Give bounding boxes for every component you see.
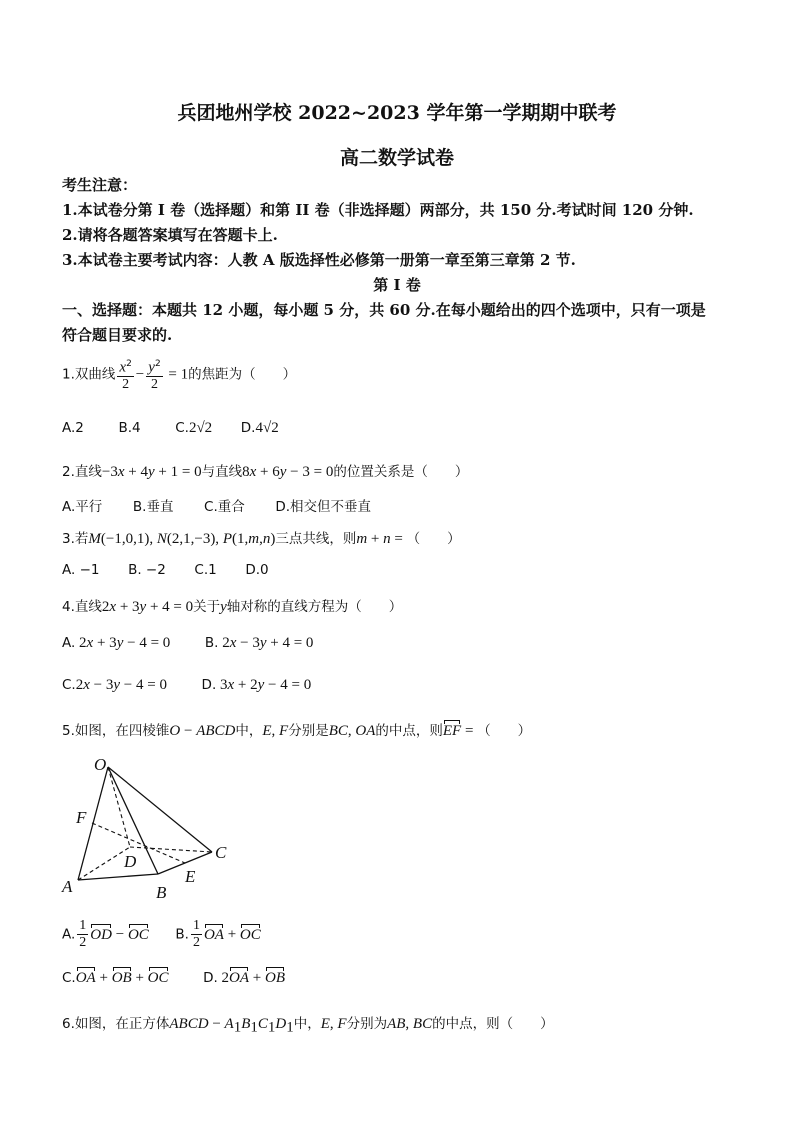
q6-suffix: 的中点，则（ ） [432,1016,554,1032]
question-1: 1.双曲线 $\frac{x^2}{2}$ − $\frac{y^2}{2}$ = 1的焦距为（ ） [62,356,296,393]
notice-heading: 考生注意： [62,176,138,194]
question-4: 4.直线2x + 3y + 4 = 0关于y轴对称的直线方程为（ ） [62,599,403,615]
q5-mid2: 分别是 [288,723,329,739]
q5-options-row1: A. $\frac{1}{2}$ OD − OC B. $\frac{1}{2}$ OA + OC [62,918,261,950]
q2-option-b: B.垂直 [132,499,174,515]
q1-option-b: B.4 [118,420,141,436]
q4-prefix: 4.直线 [62,599,102,615]
q5-mid: 中， [235,723,263,739]
q6-prefix: 6.如图，在正方体 [62,1016,170,1032]
notice-item-1: 1.本试卷分第 I 卷（选择题）和第 II 卷（非选择题）两部分，共 150 分.考试时间 120 分钟. [62,201,694,219]
label-d: D [124,852,137,871]
q5-option-b: B. [175,926,189,943]
label-a: A [62,877,73,896]
q2-suffix: 的位置关系是（ ） [333,464,469,480]
q1-frac-x: $\frac{x^2}{2}$ [117,356,133,393]
q5-options-row2: C.OA + OB + OC D. 2OA + OB [62,970,285,986]
q5-option-a: A. [62,926,76,943]
q6-mid2: 分别为 [346,1016,388,1032]
q2-prefix: 2.直线 [62,464,102,480]
q5-mid3: 的中点，则 [375,723,443,739]
q6-mid: 中， [293,1016,321,1032]
q2-options [62,495,371,515]
notice-item-2: 2.请将各题答案填写在答题卡上. [62,226,278,244]
q3-options [62,562,269,578]
q4-option-a: A. [62,635,76,651]
question-6: 6.如图，在正方体ABCD − $A_1B_1C_1D_1$中，E, F分别为AB, BC的中点，则（ ） [62,1016,554,1036]
label-e: E [185,867,196,886]
pyramid-figure [60,752,240,902]
q3-tail: （ ） [406,531,461,547]
q1-prefix: 1.双曲线 [62,366,116,383]
q3-option-a: A. −1 [62,562,100,578]
q1-option-c: C. [175,420,189,436]
question-5: 5.如图，在四棱锥O − ABCD中，E, F分别是BC, OA的中点，则EF = （ ） [62,723,532,739]
q4-suffix: 轴对称的直线方程为（ ） [226,599,403,615]
q1-suffix: 的焦距为（ ） [188,366,297,383]
q4-option-d: D. [201,677,217,693]
q5-option-d: D. [203,970,218,986]
q3-option-b: B. −2 [128,562,166,578]
section-intro-line1: 一、选择题：本题共 12 小题，每小题 5 分，共 60 分.在每小题给出的四个选项中，只有一项是 [62,301,706,319]
q2-option-d: D.相交但不垂直 [275,499,372,515]
q3-option-c: C.1 [194,562,217,578]
q4-options-row1: A. 2x + 3y − 4 = 0 B. 2x − 3y + 4 = 0 [62,635,314,651]
section-intro-line2: 符合题目要求的. [62,326,173,344]
label-f: F [76,808,87,827]
q1-option-d: D. [240,420,256,436]
q4-mid: 关于 [193,599,221,615]
q1-frac-y: $\frac{y^2}{2}$ [146,356,162,393]
q2-mid: 与直线 [201,464,243,480]
q5-prefix: 5.如图，在四棱锥 [62,723,170,739]
q3-suffix: 三点共线，则 [275,531,357,547]
question-3: 3.若M(−1,0,1), N(2,1,−3), P(1,m,n)三点共线，则m + n = （ ） [62,531,461,547]
exam-title: 兵团地州学校 2022~2023 学年第一学期期中联考 [177,102,617,124]
notice-item-3: 3.本试卷主要考试内容：人教 A 版选择性必修第一册第一章至第三章第 2 节. [62,251,576,269]
q5-option-c: C. [62,970,76,986]
q3-option-d: D.0 [245,562,269,578]
q5-suffix: （ ） [477,723,532,739]
q4-options-row2: C.2x − 3y − 4 = 0 D. 3x + 2y − 4 = 0 [62,677,312,693]
q3-prefix: 3.若 [62,531,89,547]
q2-option-a: A.平行 [62,499,103,515]
q4-option-c: C. [62,677,76,693]
q1-option-a: A.2 [62,420,84,436]
label-b: B [156,883,167,902]
q2-option-c: C.重合 [204,499,245,515]
q1-options: A.2 B.4 C.2√2 D.4√2 [62,420,279,436]
label-o: O [94,755,107,774]
volume-heading: 第 I 卷 [373,276,421,294]
question-2: 2.直线−3x + 4y + 1 = 0与直线8x + 6y − 3 = 0的位置关系是（ ） [62,464,469,480]
label-c: C [215,843,227,862]
q4-option-b: B. [204,635,219,651]
exam-subtitle: 高二数学试卷 [339,147,454,169]
